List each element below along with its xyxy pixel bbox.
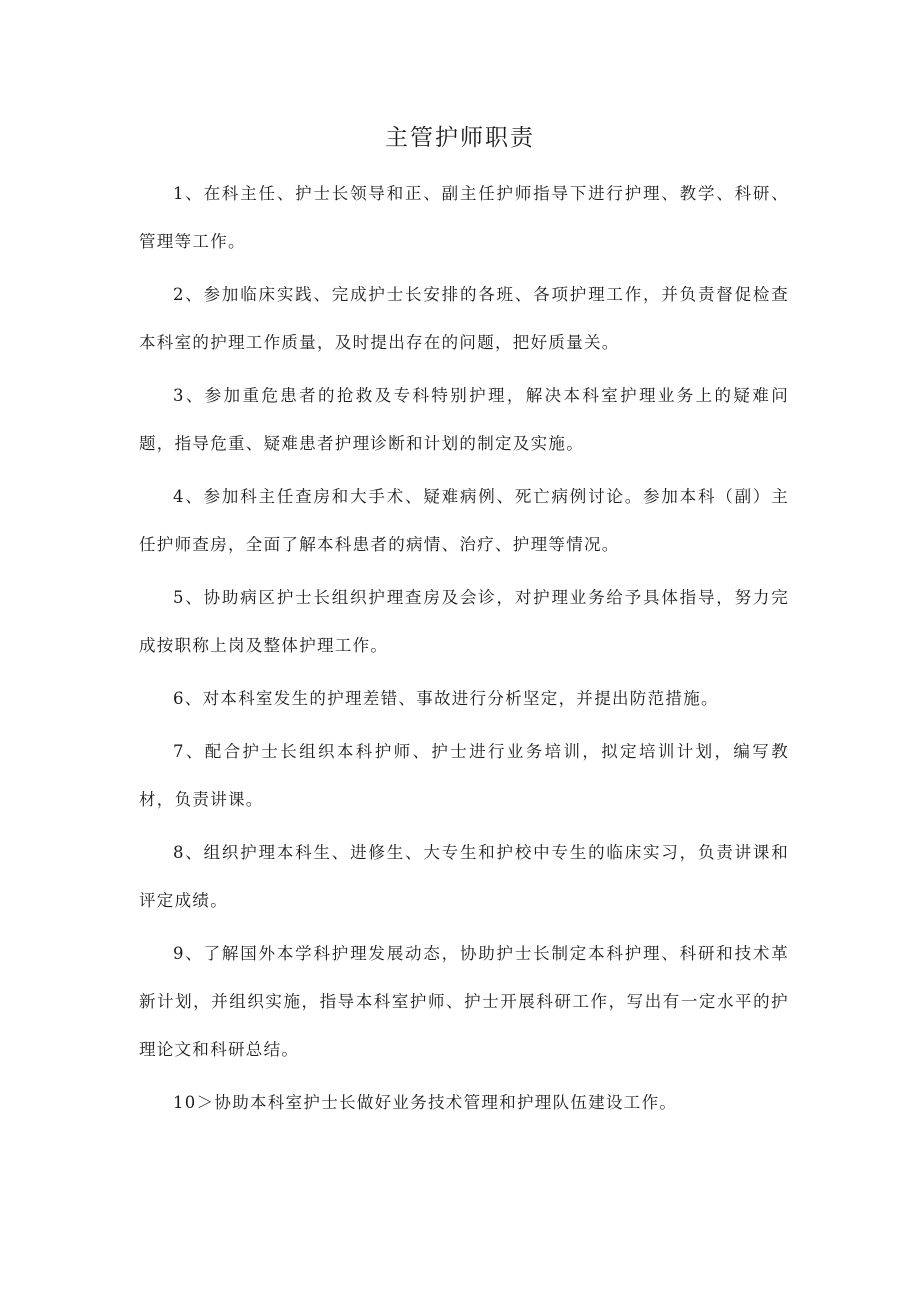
document-title: 主管护师职责 xyxy=(385,125,535,151)
duty-item-2: 2、参加临床实践、完成护士长安排的各班、各项护理工作，并负责督促检查本科室的护理工作质量，及时提出存在的问题，把好质量关。 xyxy=(139,285,789,352)
duty-item-1: 1、在科主任、护士长领导和正、副主任护师指导下进行护理、教学、科研、管理等工作。 xyxy=(139,184,789,251)
duty-item-7: 7、配合护士长组织本科护师、护士进行业务培训，拟定培训计划，编写教材，负责讲课。 xyxy=(139,742,789,809)
duty-item-10: 10＞协助本科室护士长做好业务技术管理和护理队伍建设工作。 xyxy=(173,1093,678,1112)
duty-item-3: 3、参加重危患者的抢救及专科特别护理，解决本科室护理业务上的疑难问题，指导危重、疑难患者护理诊断和计划的制定及实施。 xyxy=(139,386,789,453)
duty-item-4: 4、参加科主任查房和大手术、疑难病例、死亡病例讨论。参加本科（副）主任护师查房，全面了解本科患者的病情、治疗、护理等情况。 xyxy=(139,487,789,554)
duty-item-9: 9、了解国外本学科护理发展动态，协助护士长制定本科护理、科研和技术革新计划，并组织实施，指导本科室护师、护士开展科研工作，写出有一定水平的护理论文和科研总结。 xyxy=(139,944,789,1059)
duty-list xyxy=(139,170,789,1132)
duty-item-6: 6、对本科室发生的护理差错、事故进行分析坚定，并提出防范措施。 xyxy=(173,689,719,708)
duty-item-5: 5、协助病区护士长组织护理查房及会诊，对护理业务给予具体指导，努力完成按职称上岗及整体护理工作。 xyxy=(139,588,789,655)
duty-item-8: 8、组织护理本科生、进修生、大专生和护校中专生的临床实习，负责讲课和评定成绩。 xyxy=(139,843,789,910)
